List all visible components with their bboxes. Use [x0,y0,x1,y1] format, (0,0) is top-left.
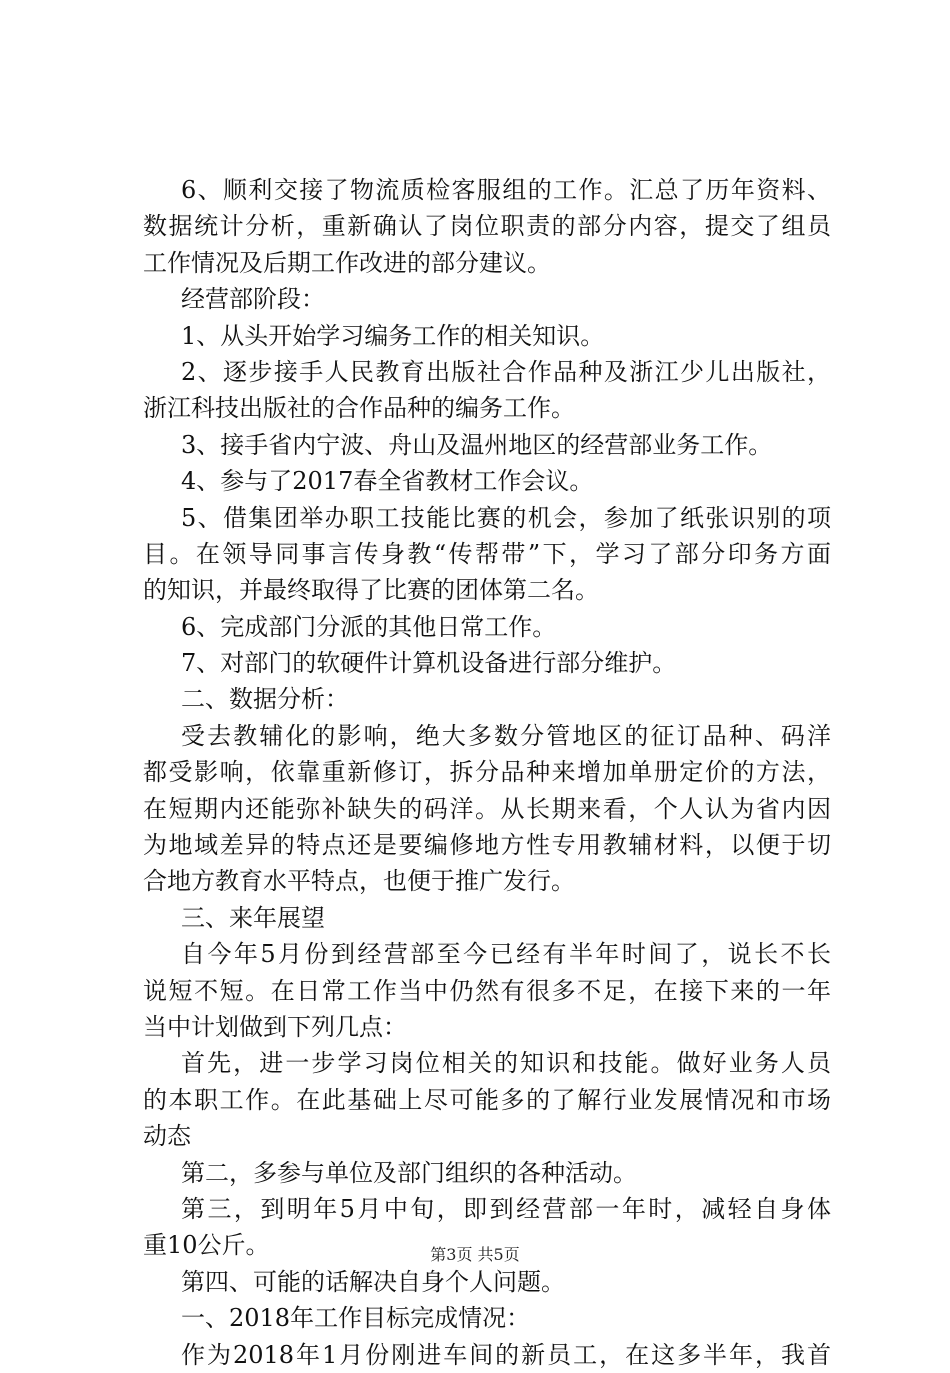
text-line: 工作情况及后期工作改进的部分建议。 [143,248,551,277]
text-line: 目。在领导同事言传身教“传帮带”下，学习了部分印务方面 [143,539,831,568]
section-heading: 经营部阶段： [181,285,325,314]
list-item: 3、接手省内宁波、舟山及温州地区的经营部业务工作。 [181,430,773,459]
text-line: 为地域差异的特点还是要编修地方性专用教辅材料，以便于切 [143,831,831,860]
text-line: 首先，进一步学习岗位相关的知识和技能。做好业务人员 [181,1049,831,1078]
list-item: 2、逐步接手人民教育出版社合作品种及浙江少儿出版社， [181,357,831,386]
text-line: 受去教辅化的影响，绝大多数分管地区的征订品种、码洋 [181,721,831,750]
section-heading: 二、数据分析： [181,685,349,714]
text-line: 的知识，并最终取得了比赛的团体第二名。 [143,576,599,605]
list-item: 1、从头开始学习编务工作的相关知识。 [181,321,605,350]
text-line: 当中计划做到下列几点： [143,1012,407,1041]
text-line: 自今年5月份到经营部至今已经有半年时间了，说长不长 [181,940,831,969]
text-line: 6、顺利交接了物流质检客服组的工作。汇总了历年资料、 [181,176,831,204]
list-item: 7、对部门的软硬件计算机设备进行部分维护。 [181,649,677,678]
text-line: 浙江科技出版社的合作品种的编务工作。 [143,394,575,423]
list-item: 5、借集团举办职工技能比赛的机会，参加了纸张识别的项 [181,503,831,532]
list-item: 4、参与了2017春全省教材工作会议。 [181,467,594,496]
text-line: 作为2018年1月份刚进车间的新员工，在这多半年，我首 [181,1340,831,1369]
text-line: 说短不短。在日常工作当中仍然有很多不足，在接下来的一年 [143,976,831,1005]
text-line: 数据统计分析，重新确认了岗位职责的部分内容，提交了组员 [143,212,831,241]
document-body [143,172,831,1373]
section-heading: 三、来年展望 [181,903,325,932]
text-line: 合地方教育水平特点，也便于推广发行。 [143,867,575,896]
text-line: 的本职工作。在此基础上尽可能多的了解行业发展情况和市场 [143,1085,831,1114]
text-line: 都受影响，依靠重新修订，拆分品种来增加单册定价的方法， [143,758,831,787]
text-line: 第三，到明年5月中旬，即到经营部一年时，减轻自身体 [181,1194,831,1223]
text-line: 第二，多参与单位及部门组织的各种活动。 [181,1158,637,1187]
text-line: 重10公斤。 [143,1231,270,1260]
text-line: 第四、可能的话解决自身个人问题。 [181,1267,565,1296]
section-heading: 一、2018年工作目标完成情况： [181,1304,531,1333]
page-footer: 第3页 共5页 [430,1245,520,1264]
text-line: 在短期内还能弥补缺失的码洋。从长期来看，个人认为省内因 [143,794,831,823]
text-line: 动态 [143,1122,191,1151]
list-item: 6、完成部门分派的其他日常工作。 [181,612,557,641]
